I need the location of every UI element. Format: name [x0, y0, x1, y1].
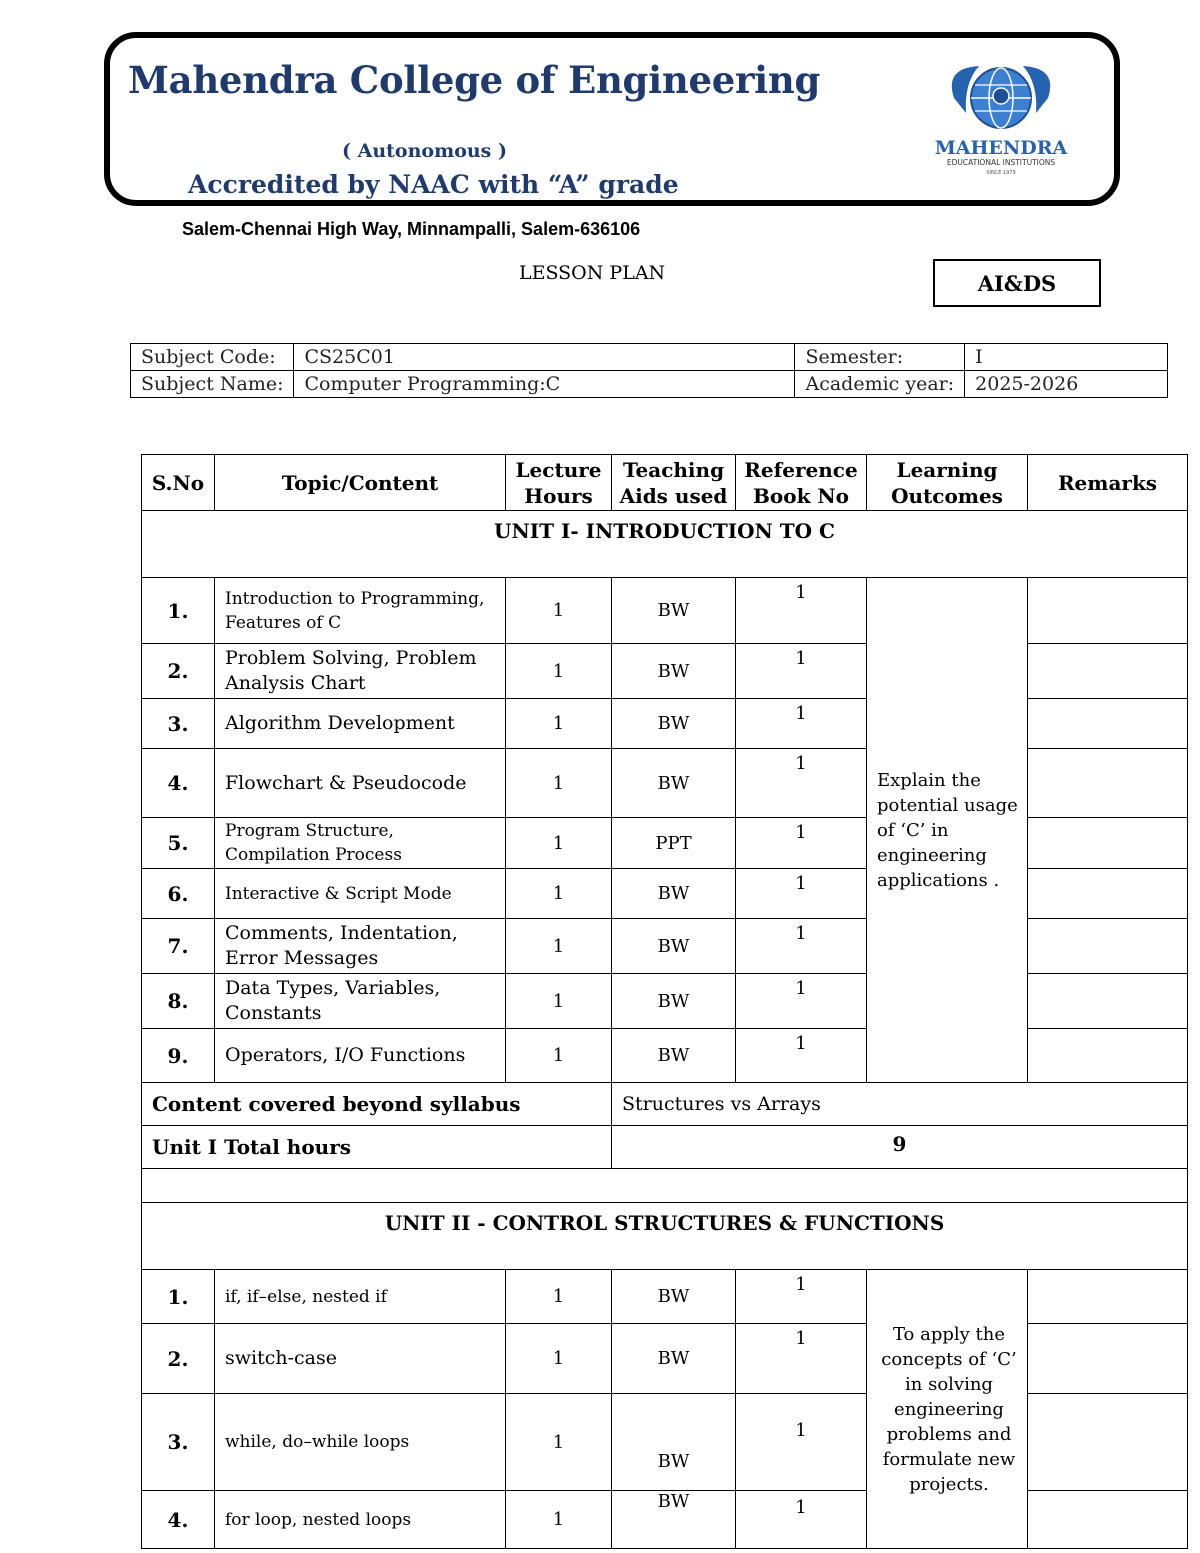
row-ref: 1 [736, 1324, 867, 1394]
row-aid: BW [612, 1491, 736, 1549]
document-title: LESSON PLAN [519, 262, 666, 284]
row-sno: 1. [142, 578, 215, 644]
row-topic: if, if–else, nested if [215, 1270, 506, 1324]
subject-name-value: Computer Programming:C [294, 371, 795, 398]
total-hours-value: 9 [612, 1126, 1188, 1169]
col-header-topic: Topic/Content [215, 455, 506, 511]
table-row [142, 1394, 1188, 1491]
svg-text:EDUCATIONAL INSTITUTIONS: EDUCATIONAL INSTITUTIONS [946, 158, 1056, 167]
row-hours: 1 [506, 1029, 612, 1083]
beyond-syllabus-row [142, 1083, 1188, 1126]
row-hours: 1 [506, 818, 612, 869]
svg-text:SINCE 1979: SINCE 1979 [986, 170, 1016, 176]
row-topic: Operators, I/O Functions [215, 1029, 506, 1083]
table-row [142, 749, 1188, 818]
row-ref: 1 [736, 699, 867, 749]
table-row [142, 644, 1188, 699]
row-ref: 1 [736, 919, 867, 974]
table-row [142, 1491, 1188, 1549]
row-hours: 1 [506, 1270, 612, 1324]
row-topic: Problem Solving, Problem Analysis Chart [215, 644, 506, 699]
row-topic: Program Structure, Compilation Process [215, 818, 506, 869]
spacer-row [142, 1169, 1188, 1203]
row-ref: 1 [736, 578, 867, 644]
row-sno: 1. [142, 1270, 215, 1324]
row-ref: 1 [736, 818, 867, 869]
row-sno: 4. [142, 1491, 215, 1549]
row-remarks [1028, 919, 1188, 974]
table-row [142, 1270, 1188, 1324]
lesson-plan-table [141, 454, 1188, 1549]
row-topic: while, do–while loops [215, 1394, 506, 1491]
row-aid: BW [612, 869, 736, 919]
row-remarks [1028, 1394, 1188, 1491]
row-sno: 5. [142, 818, 215, 869]
row-remarks [1028, 578, 1188, 644]
row-topic: Interactive & Script Mode [215, 869, 506, 919]
subject-info-table [130, 343, 1168, 398]
svg-text:MAHENDRA: MAHENDRA [934, 137, 1068, 159]
row-topic: Data Types, Variables, Constants [215, 974, 506, 1029]
row-aid: BW [612, 1324, 736, 1394]
unit1-title: UNIT I- INTRODUCTION TO C [142, 511, 1188, 578]
beyond-syllabus-label: Content covered beyond syllabus [142, 1083, 612, 1126]
row-hours: 1 [506, 1491, 612, 1549]
row-sno: 3. [142, 699, 215, 749]
college-name: Mahendra College of Engineering [128, 58, 821, 102]
col-header-reference: Reference Book No [736, 455, 867, 511]
row-hours: 1 [506, 919, 612, 974]
row-remarks [1028, 749, 1188, 818]
row-hours: 1 [506, 699, 612, 749]
table-row [142, 699, 1188, 749]
row-sno: 9. [142, 1029, 215, 1083]
semester-value: I [965, 344, 1168, 371]
row-aid: BW [612, 749, 736, 818]
table-header-row [142, 455, 1188, 511]
table-row [142, 818, 1188, 869]
row-sno: 7. [142, 919, 215, 974]
row-remarks [1028, 1270, 1188, 1324]
row-sno: 8. [142, 974, 215, 1029]
autonomous-label: ( Autonomous ) [342, 140, 507, 162]
row-aid: BW [612, 699, 736, 749]
total-hours-label: Unit I Total hours [142, 1126, 612, 1169]
row-sno: 3. [142, 1394, 215, 1491]
department-badge: AI&DS [933, 259, 1101, 307]
mahendra-logo [934, 58, 1068, 178]
col-header-remarks: Remarks [1028, 455, 1188, 511]
row-aid: BW [612, 1029, 736, 1083]
row-aid: BW [612, 919, 736, 974]
row-remarks [1028, 1324, 1188, 1394]
col-header-hours: Lecture Hours [506, 455, 612, 511]
row-ref: 1 [736, 974, 867, 1029]
row-sno: 6. [142, 869, 215, 919]
row-remarks [1028, 818, 1188, 869]
row-remarks [1028, 1029, 1188, 1083]
col-header-aids: Teaching Aids used [612, 455, 736, 511]
unit2-learning-outcome: To apply the concepts of ‘C’ in solving engineering problems and formulate new projects. [867, 1270, 1028, 1549]
row-aid: PPT [612, 818, 736, 869]
row-aid: BW [612, 1270, 736, 1324]
semester-label: Semester: [795, 344, 965, 371]
table-row [142, 1029, 1188, 1083]
row-ref: 1 [736, 869, 867, 919]
row-topic: Algorithm Development [215, 699, 506, 749]
row-hours: 1 [506, 578, 612, 644]
subject-code-value: CS25C01 [294, 344, 795, 371]
row-remarks [1028, 869, 1188, 919]
row-topic: Introduction to Programming, Features of C [215, 578, 506, 644]
row-hours: 1 [506, 644, 612, 699]
row-ref: 1 [736, 1491, 867, 1549]
row-hours: 1 [506, 1394, 612, 1491]
table-row [142, 974, 1188, 1029]
subject-code-label: Subject Code: [131, 344, 294, 371]
college-address: Salem-Chennai High Way, Minnampalli, Salem-636106 [182, 219, 641, 239]
row-ref: 1 [736, 749, 867, 818]
row-ref: 1 [736, 644, 867, 699]
academic-year-label: Academic year: [795, 371, 965, 398]
row-aid: BW [612, 644, 736, 699]
row-hours: 1 [506, 974, 612, 1029]
total-hours-row [142, 1126, 1188, 1169]
academic-year-value: 2025-2026 [965, 371, 1168, 398]
row-sno: 2. [142, 644, 215, 699]
spacer-cell [142, 1169, 1188, 1203]
col-header-sno: S.No [142, 455, 215, 511]
row-aid: BW [612, 974, 736, 1029]
subject-name-label: Subject Name: [131, 371, 294, 398]
row-sno: 2. [142, 1324, 215, 1394]
unit2-title: UNIT II - CONTROL STRUCTURES & FUNCTIONS [142, 1203, 1188, 1270]
row-hours: 1 [506, 749, 612, 818]
row-topic: switch-case [215, 1324, 506, 1394]
table-row [142, 1324, 1188, 1394]
table-row [142, 869, 1188, 919]
col-header-outcomes: Learning Outcomes [867, 455, 1028, 511]
unit1-learning-outcome: Explain the potential usage of ‘C’ in engineering applications . [867, 578, 1028, 1083]
beyond-syllabus-value: Structures vs Arrays [612, 1083, 1188, 1126]
table-row [142, 919, 1188, 974]
row-topic: for loop, nested loops [215, 1491, 506, 1549]
row-ref: 1 [736, 1394, 867, 1491]
row-sno: 4. [142, 749, 215, 818]
row-ref: 1 [736, 1029, 867, 1083]
row-remarks [1028, 699, 1188, 749]
row-topic: Comments, Indentation, Error Messages [215, 919, 506, 974]
row-hours: 1 [506, 1324, 612, 1394]
row-topic: Flowchart & Pseudocode [215, 749, 506, 818]
row-remarks [1028, 1491, 1188, 1549]
row-aid: BW [612, 1394, 736, 1491]
table-row [142, 578, 1188, 644]
row-remarks [1028, 974, 1188, 1029]
row-hours: 1 [506, 869, 612, 919]
row-aid: BW [612, 578, 736, 644]
row-remarks [1028, 644, 1188, 699]
row-ref: 1 [736, 1270, 867, 1324]
accreditation-label: Accredited by NAAC with “A” grade [188, 170, 679, 199]
